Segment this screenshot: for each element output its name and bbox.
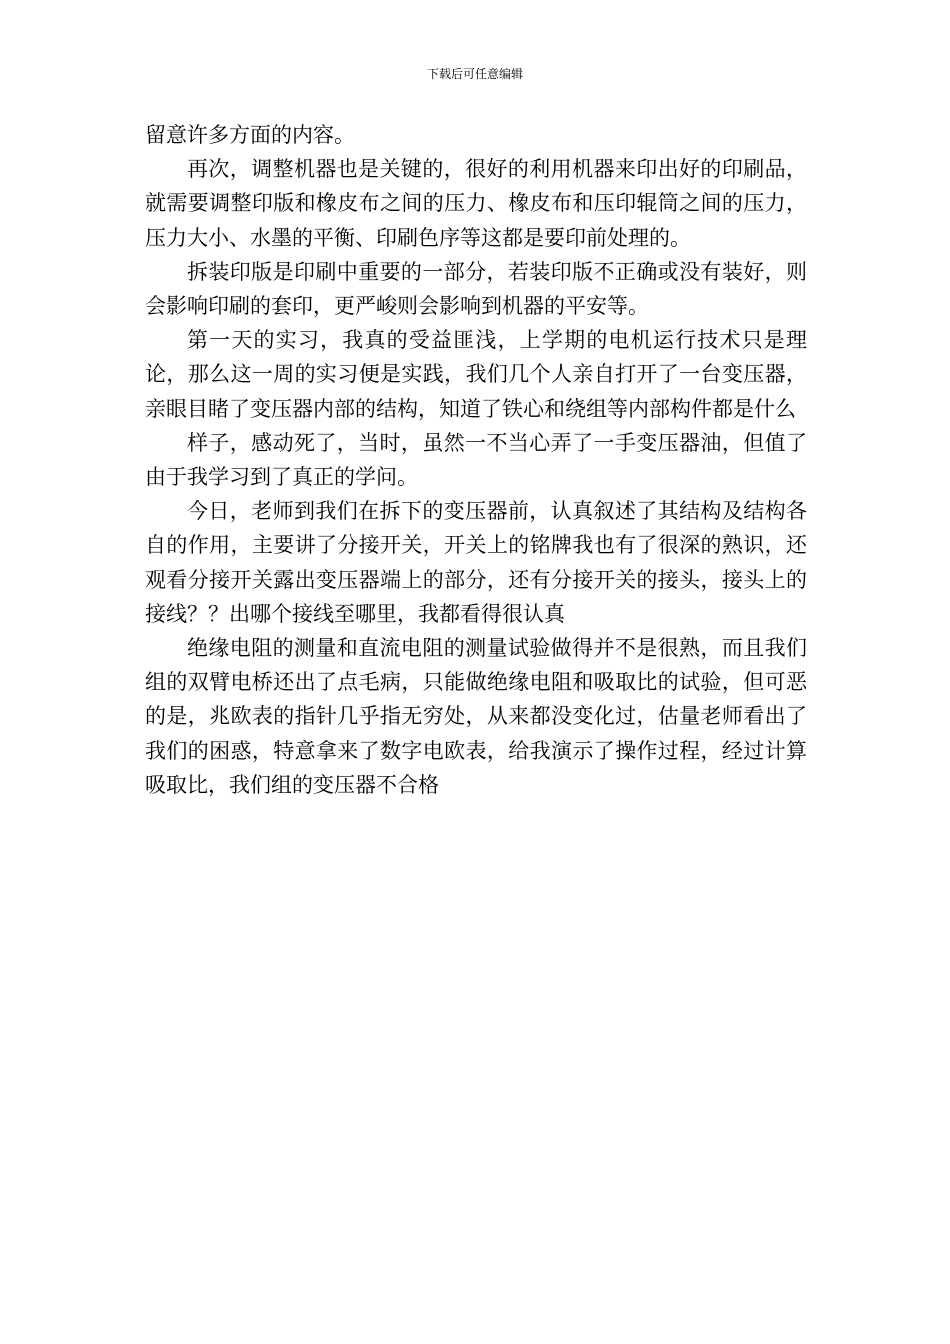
paragraph-7: 绝缘电阻的测量和直流电阻的测量试验做得并不是很熟，而且我们组的双臂电桥还出了点毛病，只能做绝缘电阻和吸取比的试验，但可恶的是，兆欧表的指针几乎指无穷处，从来都没变化过，估量老师看出了我们的困惑，特意拿来了数字电欧表，给我演示了操作过程，经过计算吸取比，我们组的变压器不合格	[145, 636, 807, 797]
page-header: 下载后可任意编辑	[426, 67, 523, 81]
paragraph-3: 拆装印版是印刷中重要的一部分，若装印版不正确或没有装好，则会影响印刷的套印，更严峻则会影响到机器的平安等。	[145, 259, 807, 319]
paragraph-6: 今日，老师到我们在拆下的变压器前，认真叙述了其结构及结构各自的作用，主要讲了分接开关，开关上的铭牌我也有了很深的熟识，还观看分接开关露出变压器端上的部分，还有分接开关的接头，接头上的接线？？出哪个接线至哪里，我都看得很认真	[145, 499, 807, 626]
paragraph-2: 再次，调整机器也是关键的，很好的利用机器来印出好的印刷品，就需要调整印版和橡皮布之间的压力、橡皮布和压印辊筒之间的压力，压力大小、水墨的平衡、印刷色序等这都是要印前处理的。	[145, 157, 807, 250]
paragraph-4: 第一天的实习，我真的受益匪浅，上学期的电机运行技术只是理论，那么这一周的实习便是实践，我们几个人亲自打开了一台变压器，亲眼目睹了变压器内部的结构，知道了铁心和绕组等内部构件都是什么	[145, 328, 807, 421]
body-text	[145, 118, 807, 802]
paragraph-5: 样子，感动死了，当时，虽然一不当心弄了一手变压器油，但值了 由于我学习到了真正的学问。	[145, 430, 807, 490]
paragraph-1: 留意许多方面的内容。	[145, 123, 355, 147]
